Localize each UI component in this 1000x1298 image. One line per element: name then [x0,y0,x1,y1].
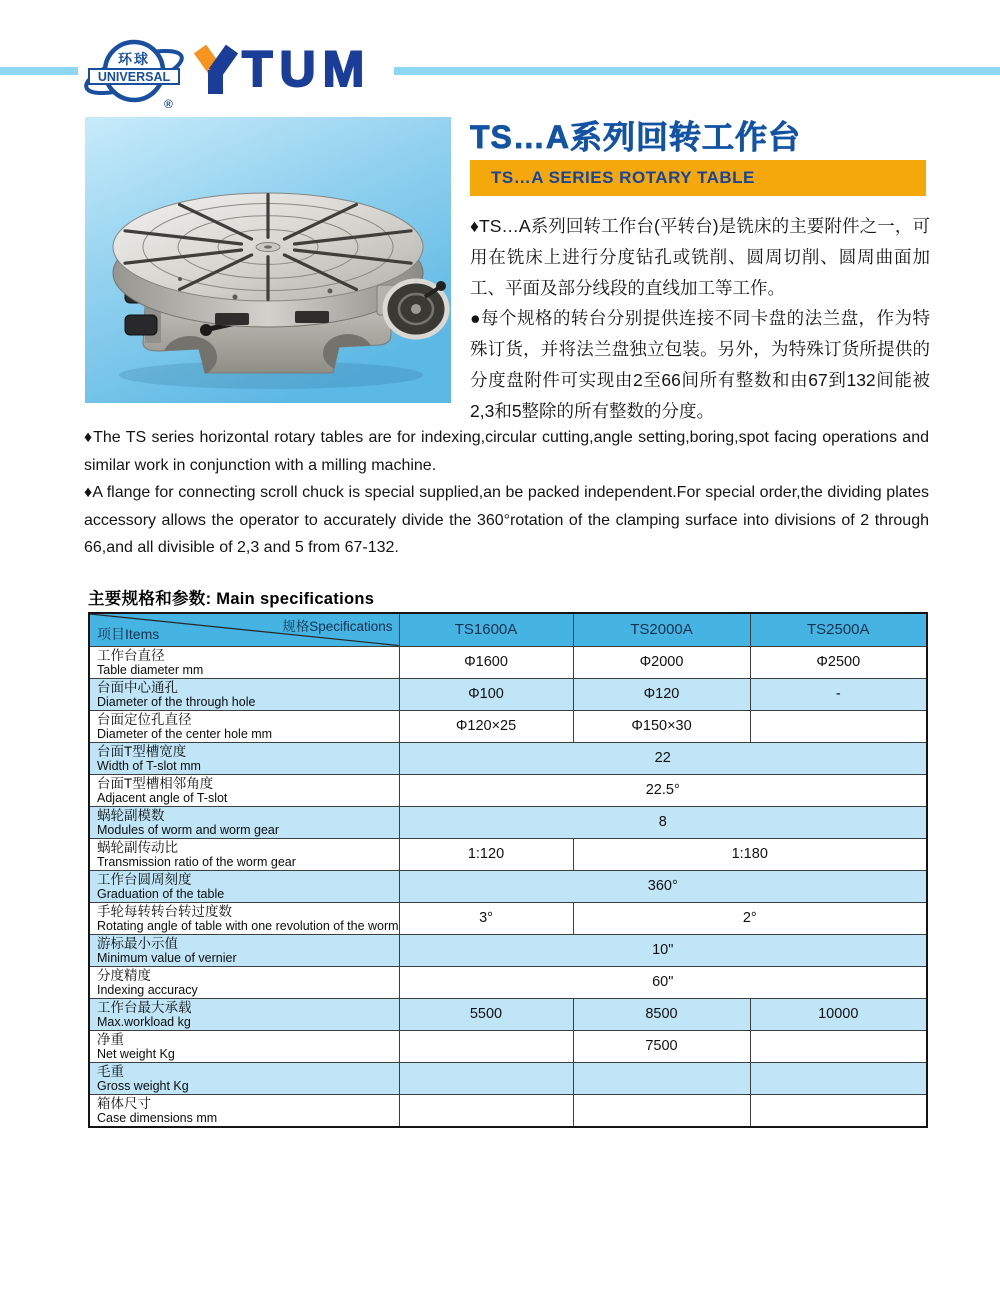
spec-corner-cell [89,613,399,646]
spec-item-label [89,1030,399,1062]
spec-row [89,966,927,998]
spec-label-en: Max.workload kg [97,1014,191,1029]
ytum-wordmark-text: TUM [242,41,372,97]
spec-value-cell: 60" [399,966,927,998]
spec-label-cn: 工作台圆周刻度 [97,871,192,887]
spec-label-en: Diameter of the through hole [97,694,256,709]
spec-value-cell: 8500 [573,998,750,1030]
spec-value-cell: 10000 [750,998,927,1030]
spec-label-cn: 工作台最大承载 [97,999,192,1015]
spec-item-label [89,966,399,998]
spec-row [89,1094,927,1127]
spec-value-cell [399,1094,573,1127]
spec-label-cn: 毛重 [97,1063,124,1079]
spec-value-cell: 2° [573,902,927,934]
page-title: TS…A系列回转工作台 [470,119,802,155]
spec-row [89,678,927,710]
spec-item-label [89,1062,399,1094]
spec-item-label [89,870,399,902]
registered-mark: ® [164,97,173,111]
spec-value-cell: Φ150×30 [573,710,750,742]
rim-clamp-block [215,313,249,325]
series-banner: TS…A SERIES ROTARY TABLE [470,160,926,196]
specs-table-wrap [88,612,926,1128]
spec-label-cn: 蜗轮副模数 [97,807,165,823]
spec-value-cell: 22.5° [399,774,927,806]
spec-label-cn: 游标最小示值 [97,935,178,951]
description-en-paragraph: ♦A flange for connecting scroll chuck is special supplied,an be packed independent.For special order,the dividing plates accessory allows the operator to accurately divide the 360°rotation of the clamping surface into divisions of 2 through 66,and all divisible of 2,3 and 5 from 67-132. [84,484,929,557]
spec-label-en: Gross weight Kg [97,1078,189,1093]
spec-label-cn: 分度精度 [97,967,151,983]
spec-value-cell [573,1094,750,1127]
spec-row [89,998,927,1030]
spec-value-cell: 5500 [399,998,573,1030]
model-column-ts2000a: TS2000A [573,613,750,646]
spec-value-cell [399,1062,573,1094]
spec-label-cn: 台面定位孔直径 [97,711,192,727]
spec-row [89,870,927,902]
header-rule-right [394,67,1000,75]
description-en-paragraph: ♦The TS series horizontal rotary tables are for indexing,circular cutting,angle setting,boring,spot facing operations and similar work in conjunction with a milling machine. [84,429,929,474]
spec-label-en: Rotating angle of table with one revolution of the worm [97,918,399,933]
spec-label-cn: 净重 [97,1031,124,1047]
spec-item-label [89,646,399,678]
clamp-knob [125,315,157,335]
corner-specifications-label: 规格Specifications [282,619,393,634]
spec-label-en: Diameter of the center hole mm [97,726,273,741]
spec-value-cell: - [750,678,927,710]
specs-table [88,612,928,1128]
spec-item-label [89,934,399,966]
spec-row [89,646,927,678]
spec-label-en: Transmission ratio of the worm gear [97,854,296,869]
spec-value-cell [750,1094,927,1127]
spec-value-cell: Φ2500 [750,646,927,678]
spec-label-en: Modules of worm and worm gear [97,822,280,837]
spec-header-row [89,613,927,646]
spec-label-en: Table diameter mm [97,662,204,677]
ytum-wordmark [192,41,372,97]
specs-heading: 主要规格和参数: Main specifications [88,590,375,608]
spec-value-cell: Φ1600 [399,646,573,678]
spec-row [89,710,927,742]
spec-item-label [89,774,399,806]
globe-banner-text: UNIVERSAL [97,70,171,84]
spec-label-cn: 箱体尺寸 [97,1095,151,1111]
spec-value-cell: 360° [399,870,927,902]
spec-label-cn: 台面T型槽宽度 [97,743,187,759]
description-cn [470,211,930,427]
globe-cn-text: 环球 [118,51,150,67]
y-right-arm-blue [215,49,232,73]
spec-label-en: Indexing accuracy [97,982,198,997]
spec-label-cn: 台面中心通孔 [97,679,178,695]
spec-value-cell [399,1030,573,1062]
spec-row [89,806,927,838]
spec-value-cell: 1:180 [573,838,927,870]
handwheel-crank [436,281,446,291]
spec-row [89,838,927,870]
spec-row [89,1062,927,1094]
spec-item-label [89,742,399,774]
spec-item-label [89,806,399,838]
spec-item-label [89,678,399,710]
spec-label-en: Graduation of the table [97,886,225,901]
spec-label-cn: 台面T型槽相邻角度 [97,775,214,791]
spec-label-en: Minimum value of vernier [97,950,237,965]
spec-item-label [89,838,399,870]
spec-item-label [89,710,399,742]
spec-value-cell: 10" [399,934,927,966]
lock-lever-knob [200,324,212,336]
spec-item-label [89,902,399,934]
spec-label-en: Case dimensions mm [97,1110,218,1125]
spec-value-cell: 3° [399,902,573,934]
spec-label-en: Width of T-slot mm [97,758,201,773]
spec-value-cell [750,710,927,742]
description-en [84,424,929,562]
spec-row [89,1030,927,1062]
spec-label-en: Adjacent angle of T-slot [97,790,228,805]
spec-row [89,774,927,806]
handwheel-hub [411,304,421,314]
spec-row [89,934,927,966]
spec-value-cell: 8 [399,806,927,838]
description-cn-paragraph: ●每个规格的转台分别提供连接不同卡盘的法兰盘，作为特殊订货，并将法兰盘独立包装。另外，为特殊订货所提供的分度盘附件可实现由2至66间所有整数和由67到132间能被2,3和5整除的所有整数的分度。 [470,308,930,421]
spec-label-cn: 手轮每转转台转过度数 [97,903,232,919]
spec-value-cell: 22 [399,742,927,774]
spec-value-cell [750,1062,927,1094]
description-cn-paragraph: ♦TS…A系列回转工作台(平转台)是铣床的主要附件之一，可用在铣床上进行分度钻孔或铣削、圆周切削、圆周曲面加工、平面及部分线段的直线加工等工作。 [470,216,930,298]
spec-value-cell: Φ120×25 [399,710,573,742]
spec-label-cn: 工作台直径 [97,647,165,663]
spec-value-cell: 1:120 [399,838,573,870]
y-stem [208,70,223,94]
spec-row [89,742,927,774]
model-column-ts2500a: TS2500A [750,613,927,646]
spec-value-cell [750,1030,927,1062]
spec-value-cell: 7500 [573,1030,750,1062]
spec-row [89,902,927,934]
model-column-ts1600a: TS1600A [399,613,573,646]
header-rule-left [0,67,78,75]
ytum-y-glyph [192,44,240,96]
corner-items-label: 项目Items [97,625,160,642]
spec-item-label [89,998,399,1030]
universal-globe-logo [82,32,186,114]
spec-value-cell [573,1062,750,1094]
rim-clamp-block [295,311,329,323]
spec-item-label [89,1094,399,1127]
product-photo [85,117,451,403]
spec-value-cell: Φ100 [399,678,573,710]
spec-value-cell: Φ120 [573,678,750,710]
spec-label-en: Net weight Kg [97,1046,175,1061]
spec-label-cn: 蜗轮副传动比 [97,839,178,855]
spec-value-cell: Φ2000 [573,646,750,678]
